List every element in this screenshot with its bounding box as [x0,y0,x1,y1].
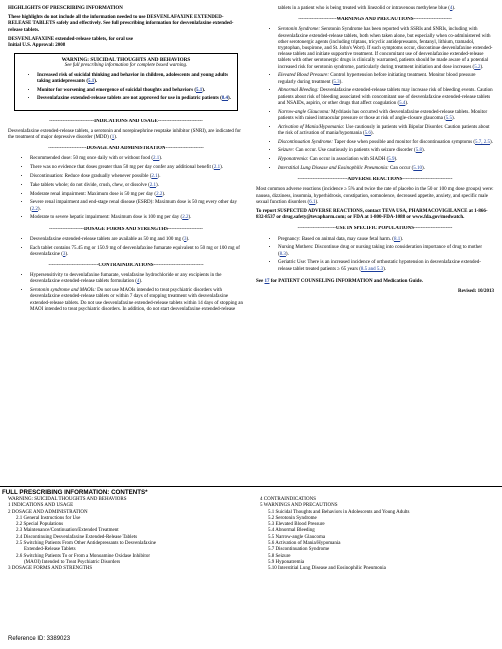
highlights-right-column [256,6,494,295]
section-link[interactable]: 5.6 [364,130,371,136]
patient-counseling-note: See 17 for PATIENT COUNSELING INFORMATION and Medication Guide. [256,278,423,284]
section-link[interactable]: 5.9 [388,157,395,163]
list-item: • Increased risk of suicidal thinking and behavior in children, adolescents and young adults taking antidepressants (5.1). [37,73,231,85]
section-link[interactable]: 4 [136,279,140,285]
section-link[interactable]: 5.3 [333,79,340,85]
adverse-text: Most common adverse reactions (incidence ≥ 5% and twice the rate of placebo in the 50 or 100 mg dose groups) were: nausea, dizziness, insomnia, hyperhidrosis, constipation, somnolence, decreased appetite, anxiety, and specific male sexual function disorders (6.1). [256,187,494,205]
toc-item[interactable]: 2.5 Switching Patients From Other Antidepressants to Desvenlafaxine [16,541,156,547]
section-link[interactable]: 1 [111,135,115,141]
contraindications-continuation: tablets in a patient who is being treated with linezolid or intravenous methylene blue (4). [278,6,456,11]
fpi-contents-heading: FULL PRESCRIBING INFORMATION: CONTENTS* [2,489,148,496]
section-link[interactable]: 5.10 [413,166,423,172]
toc-item[interactable]: 3 DOSAGE FORMS AND STRENGTHS [8,566,93,572]
list-item: • Seizure: Can occur. Use cautiously in patients with seizure disorder (5.8). [278,148,494,154]
list-item: • Activation of Mania/Hypomania: Use cautiously in patients with Bipolar Disorder. Caution patients about the risk of activation of mania/hypomania (5.6). [278,125,494,137]
section-link[interactable]: 4 [449,6,453,11]
section-link[interactable]: 2.2 [31,206,38,212]
toc-item[interactable]: WARNING: SUICIDAL THOUGHTS AND BEHAVIORS [8,497,127,502]
toc-item[interactable]: 2 DOSAGE AND ADMINISTRATION [8,509,88,515]
toc-item[interactable]: Extended-Release Tablets [24,547,76,553]
highlights-intro: These highlights do not include all the information needed to use DESVENLAFAXINE EXTENDED-RELEASE TABLETS safely and effectively. See full prescribing information for desvenlafaxine extended-release tablets. [8,15,234,33]
section-link[interactable]: 8.3 [279,251,286,257]
specific-populations-heading: -----------------------USE IN SPECIFIC POPULATIONS----------------------- [297,226,453,232]
toc-left-column [8,497,244,573]
list-item: • Recommended dose: 50 mg once daily with or without food (2.1). [30,156,244,162]
list-item: • There was no evidence that doses greater than 50 mg per day confer any additional benefit (2.1). [30,165,244,171]
toc-item[interactable]: 5.8 Seizure [268,553,291,559]
list-item: • Hyponatremia: Can occur in association with SIADH (5.9). [278,157,494,163]
toc-item[interactable]: 5.3 Elevated Blood Pressure [268,522,325,528]
list-item: • Interstitial Lung Disease and Eosinophilic Pneumonia: Can occur (5.10). [278,166,494,172]
drug-line: DESVENLAFAXINE extended-release tablets, for oral use [8,36,133,42]
list-item: • Monitor for worsening and emergence of suicidal thoughts and behaviors (5.1). [37,88,231,94]
list-item: • Moderate to severe hepatic impairment: Maximum dose is 100 mg per day (2.2). [30,215,244,221]
contraindications-list [8,273,244,313]
list-item: • Serotonin syndrome and MAOIs: Do not use MAOIs intended to treat psychiatric disorders with desvenlafaxine extended-release tablets or within 7 days of stopping treatment with desvenlafaxine extended-release tablets. Do not use desvenlafaxine extended-release tablets within 14 days of stopping an MAOI intended to treat psychiatric disorders. In addition, do not start desvenlafaxine extended-release [30,288,244,313]
section-link[interactable]: 5.4 [399,100,406,106]
section-link[interactable]: 5.1 [196,87,203,93]
section-link[interactable]: 2.2 [182,215,189,221]
toc-right-column [260,497,494,573]
toc-item[interactable]: 5.2 Serotonin Syndrome [268,515,317,521]
list-item: • Desvenlafaxine extended-release tablets are available as 50 mg and 100 mg (3). [30,237,244,243]
list-item: • Discontinuation Syndrome: Taper dose when possible and monitor for discontinuation symptoms (5.7, 2.5). [278,140,494,146]
boxed-warning-title: WARNING: SUICIDAL THOUGHTS AND BEHAVIORS [61,57,191,64]
section-link[interactable]: 6.1 [309,199,316,205]
section-link[interactable]: 5.2 [474,64,481,70]
section-link[interactable]: 5.5 [445,115,452,121]
adverse-heading: ------------------------------ADVERSE REACTIONS------------------------------ [297,177,453,183]
toc-item[interactable]: 5.7 Discontinuation Syndrome [268,547,330,553]
adverse-contact: To report SUSPECTED ADVERSE REACTIONS, contact TEVA USA, PHARMACOVIGILANCE at 1-866-832-8537 or drug.safety@tevapharm.com; or FDA at 1-800-FDA-1088 or www.fda.gov/medwatch. [256,209,488,221]
highlights-heading: HIGHLIGHTS OF PRESCRIBING INFORMATION [8,6,123,11]
toc-item[interactable]: 5 WARNINGS AND PRECAUTIONS [260,503,338,509]
section-link[interactable]: 5.7, 2.5 [475,139,491,145]
boxed-warning-list [21,73,231,103]
toc-item[interactable]: 5.9 Hyponatremia [268,559,305,565]
toc-item[interactable]: 2.3 Maintenance/Continuation/Extended Treatment [16,528,119,534]
list-item: • Pregnancy: Based on animal data, may cause fetal harm. (8.1). [278,237,494,243]
toc-item[interactable]: 2.2 Special Populations [16,522,64,528]
section-link[interactable]: 5.8 [415,148,422,154]
approval-line: Initial U.S. Approval: 2008 [8,43,66,49]
toc-item[interactable]: 5.1 Suicidal Thoughts and Behaviors in Adolescents and Young Adults [268,509,410,515]
toc-item[interactable]: 2.4 Discontinuing Desvenlafaxine Extended-Release Tablets [16,534,138,540]
forms-list [8,237,244,258]
dosage-heading: -----------------------DOSAGE AND ADMINISTRATION----------------------- [48,146,204,152]
toc-item[interactable]: 4 CONTRAINDICATIONS [260,497,316,502]
warnings-heading: -----------------------WARNINGS AND PRECAUTIONS----------------------- [298,17,452,23]
list-item: • Each tablet contains 75.45 mg or 150.9 mg of desvenlafaxine fumarate equivalent to 50 mg or 100 mg of desvenlafaxine (3). [30,246,244,258]
list-item: • Abnormal Bleeding: Desvenlafaxine extended-release tablets may increase risk of bleeding events. Caution patients about risk of bleeding associated with concomitant use of desvenlafaxine extended-release tablets and NSAIDs, aspirin, or other drugs that affect coagulation (5.4). [278,88,494,107]
list-item: • Severe renal impairment and end-stage renal disease (ESRD): Maximum dose is 50 mg every other day (2.2). [30,200,244,212]
list-item: • Serotonin Syndrome: Serotonin Syndrome has been reported with SSRIs and SNRIs, including with desvenlafaxine extended-release tablets, both when taken alone, but especially when co-administered with other serotonergic agents (including triptans, tricyclic antidepressants, fentanyl, lithium, tramadol, tryptophan, buspirone, and St. John's Wort). If such symptoms occur, discontinue desvenlafaxine extended-release tablets and initiate supportive treatment. If concomitant use of desvenlafaxine extended-release tablets with other serotonergic drugs is clinically warranted, patients should be made aware of a potential increased risk for serotonin syndrome, particularly during treatment initiation and dose increases (5.2). [278,27,494,70]
toc-item[interactable]: 2.6 Switching Patients To or From a Monoamine Oxidase Inhibitor [16,553,150,559]
highlights-left-column [8,6,244,316]
toc-item[interactable]: 5.5 Narrow-angle Glaucoma [268,534,326,540]
indications-heading: ---------------------------INDICATIONS AND USAGE--------------------------- [49,118,203,124]
forms-heading: ---------------------DOSAGE FORMS AND STRENGTHS--------------------- [49,226,203,232]
list-item: • Narrow-angle Glaucoma: Mydriasis has occurred with desvenlafaxine extended-release tablets. Monitor patients with raised intraocular pressure or those at risk of angle-closure glaucoma (5.5). [278,110,494,122]
section-link[interactable]: 17 [264,278,270,284]
list-item: • Geriatric Use: There is an increased incidence of orthostatic hypotension in desvenlafaxine extended-release tablet treated patients ≥ 65 years (8.5 and 5.3). [278,260,494,272]
list-item: • Take tablets whole; do not divide, crush, chew, or dissolve (2.1). [30,183,244,189]
list-item: • Hypersensitivity to desvenlafaxine fumarate, venlafaxine hydrochloride or any excipients in the desvenlafaxine extended-release tablets formulation (4). [30,273,244,285]
reference-id: Reference ID: 3389023 [8,636,71,642]
boxed-warning-subtitle: See full prescribing information for complete boxed warning. [64,63,188,69]
section-link[interactable]: 2.1 [149,182,156,188]
section-link[interactable]: 2.2 [156,191,163,197]
section-link[interactable]: 2.1 [151,174,158,180]
section-link[interactable]: 5.1 [88,78,95,84]
warnings-list [256,27,494,172]
section-link[interactable]: 2.1 [153,156,160,162]
list-item: • Nursing Mothers: Discontinue drug or nursing taking into consideration importance of drug to mother (8.3). [278,245,494,257]
dosage-list [8,156,244,221]
toc-item[interactable]: 5.10 Interstitial Lung Disease and Eosinophilic Pneumonia [268,566,386,572]
toc-item[interactable]: 1 INDICATIONS AND USAGE [8,503,74,509]
toc-item[interactable]: 5.6 Activation of Mania/Hypomania [268,541,341,547]
revised-date: Revised: 10/2013 [458,289,494,295]
section-link[interactable]: 2.1 [213,165,221,171]
section-link[interactable]: 8.5 and 5.3 [360,266,384,272]
contraindications-heading: ------------------------------CONTRAINDICATIONS------------------------------ [48,263,204,269]
toc-item[interactable]: 5.4 Abnormal Bleeding [268,528,315,534]
indications-text: Desvenlafaxine extended-release tablets, a serotonin and norepinephrine reuptake inhibitor (SNRI), are indicated for the treatment of major depressive disorder (MDD) (1). [8,128,241,141]
toc-item[interactable]: (MAOI) Intended to Treat Psychiatric Disorders [24,559,121,565]
specific-populations-list [256,237,494,273]
section-link[interactable]: 3 [62,251,66,257]
section-link[interactable]: 8.1 [393,236,401,242]
list-item: • Discontinuation: Reduce dose gradually whenever possible (2.1). [30,174,244,180]
list-item: • Desvenlafaxine extended-release tablets are not approved for use in pediatric patients (8.4). [37,96,231,102]
list-item: • Moderate renal impairment: Maximum dose is 50 mg per day (2.2). [30,192,244,198]
list-item: • Elevated Blood Pressure: Control hypertension before initiating treatment. Monitor blood pressure regularly during treatment (5.3). [278,73,494,85]
fpi-divider [0,486,502,487]
section-link[interactable]: 3 [183,236,187,242]
boxed-warning [14,53,238,110]
section-link[interactable]: 8.4 [221,96,229,102]
toc-item[interactable]: 2.1 General Instructions for Use [16,515,81,521]
